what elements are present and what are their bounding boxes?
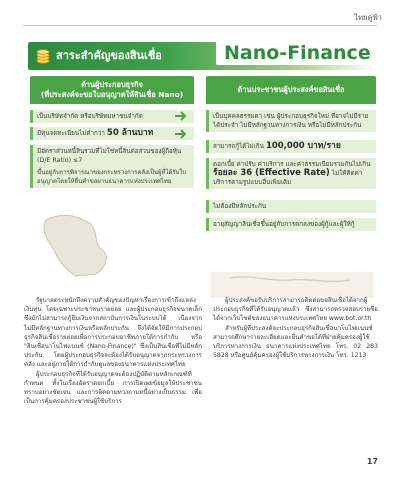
heading-line-1: ด้านผู้ประกอบธุรกิจ bbox=[81, 80, 143, 89]
page-title: สาระสำคัญของสินเชื่อ bbox=[56, 49, 162, 62]
right-item-1 bbox=[206, 110, 376, 132]
borrower-column bbox=[206, 76, 376, 104]
body-paragraph: ผู้ประสงค์ขอรับบริการสามารถติดต่อขอสินเชื่อได้จากผู้ประกอบธุรกิจที่ได้รับอนุญาตแล้ว ซึ่งสามารถตรวจสอบรายชื่อได้จากเว็บไซต์ของธนาคารแห่งประเทศไทย www.bot.or.th bbox=[213, 297, 378, 323]
arrow-right-icon bbox=[172, 108, 188, 124]
item-text: ดอกเบี้ย ค่าปรับ ค่าบริการ และค่าธรรมเนียมรวมกันไม่เกิน bbox=[213, 161, 371, 168]
borrower-column-heading: ด้านประชาชนผู้ประสงค์ขอสินเชื่อ bbox=[206, 76, 376, 104]
left-item-4 bbox=[30, 166, 194, 188]
heading-line-2: (ที่ประสงค์จะขอใบอนุญาตให้สินเชื่อ Nano) bbox=[40, 89, 184, 99]
item-tail-text: ไม่ให้คิดค่าบริการตามรูปแบบอื่นเพิ่มเติม bbox=[213, 170, 363, 186]
interest-cap: ร้อยละ 36 (Effective Rate) bbox=[213, 168, 330, 178]
business-column-heading bbox=[30, 76, 194, 104]
body-column-right bbox=[213, 296, 378, 360]
right-item-4 bbox=[206, 200, 376, 213]
right-item-3 bbox=[206, 158, 376, 189]
item-text: เป็นบุคคลธรรมดา เช่น ผู้ประกอบธุรกิจใหม่ ที่อาจไม่มีรายได้ประจำ ไม่มีหลักฐานทางการเงิน หรือไม่มีหลักประกัน bbox=[213, 113, 369, 129]
map-illustration bbox=[210, 272, 374, 298]
section-tag: ไทยคู่ฟ้า bbox=[354, 13, 382, 22]
business-column bbox=[30, 76, 194, 104]
item-text: สามารถกู้ได้ไม่เกิน bbox=[213, 143, 264, 150]
item-text: ไม่ต้องมีหลักประกัน bbox=[213, 203, 267, 210]
arrow-right-icon bbox=[172, 126, 188, 142]
item-text: อายุสัญญาสินเชื่อขึ้นอยู่กับการตกลงของผู้กู้และผู้ให้กู้ bbox=[213, 221, 355, 228]
item-text: มีอัตราส่วนหนี้สินรวมที่ไม่ใช่หนี้สินต่อส่วนของผู้ถือหุ้น (D/E Ratio) ≤7 bbox=[37, 148, 182, 164]
header-rule bbox=[22, 25, 378, 26]
left-item-2 bbox=[30, 127, 194, 140]
coins-icon bbox=[36, 48, 50, 64]
right-item-2 bbox=[206, 140, 376, 153]
body-column-left bbox=[24, 296, 202, 406]
body-paragraph: สำหรับผู้ที่ประสงค์จะประกอบธุรกิจสินเชื่อนาโนไฟแนนซ์ สามารถศึกษารายละเอียดและยื่นคำขอได้ที่ฝ่ายคุ้มครองผู้ใช้บริการทางการเงิน ธนาคารแห่งประเทศไทย โทร. 02 283 5828 หรือศูนย์คุ้มครองผู้ใช้บริการทางการเงิน โทร. 1213 bbox=[213, 324, 378, 360]
page-title-highlight: Nano-Finance bbox=[216, 41, 379, 65]
right-item-5 bbox=[206, 218, 376, 231]
item-text: ขึ้นอยู่กับการพิจารณาของกระทรวงการคลังเป็นผู้ที่ได้รับใบอนุญาตโดยให้ยื่นคำขอผ่านธนาคารแห่งประเทศไทย bbox=[37, 169, 187, 185]
loan-limit: 100,000 บาท/ราย bbox=[265, 141, 341, 151]
body-paragraph: รัฐบาลตระหนักถึงความสำคัญของปัญหาเรื่องการเข้าถึงแหล่งเงินทุน โดยเฉพาะประชาชนรายย่อย และผู้ประกอบธุรกิจขนาดเล็ก ซึ่งมักไม่สามารถกู้ยืมเงินจากสถาบันการเงินในระบบได้ เนื่องจากไม่มีหลักฐานทางการเงินหรือหลักประกัน จึงได้จัดให้มีการประกอบธุรกิจสินเชื่อรายย่อยเพื่อการประกอบอาชีพภายใต้การกำกับ หรือ "สินเชื่อนาโนไฟแนนซ์ (Nano-Finance)" ซึ่งเป็นสินเชื่อที่ไม่มีหลักประกัน โดยผู้ประกอบธุรกิจจะต้องได้รับอนุญาตจากกระทรวงการคลัง และอยู่ภายใต้การกำกับดูแลของธนาคารแห่งประเทศไทย bbox=[24, 297, 202, 369]
thailand-map-illustration bbox=[36, 210, 160, 280]
body-paragraph: ผู้ประกอบธุรกิจที่ได้รับอนุญาตจะต้องปฏิบัติตามหลักเกณฑ์ที่กำหนด ทั้งในเรื่องอัตราดอกเบี้ย การเปิดเผยข้อมูลให้ประชาชนทราบอย่างชัดเจน และการติดตามทวงถามหนี้อย่างเป็นธรรม เพื่อเป็นการคุ้มครองประชาชนผู้ใช้บริการ bbox=[24, 370, 202, 406]
item-text: มีทุนจดทะเบียนไม่ต่ำกว่า bbox=[37, 130, 105, 137]
page-number: 17 bbox=[366, 457, 378, 466]
left-item-1 bbox=[30, 110, 194, 123]
item-text: เป็นบริษัทจำกัด หรือบริษัทมหาชนจำกัด bbox=[37, 113, 143, 120]
capital-amount: 50 ล้านบาท bbox=[106, 128, 154, 138]
left-item-3 bbox=[30, 145, 194, 167]
